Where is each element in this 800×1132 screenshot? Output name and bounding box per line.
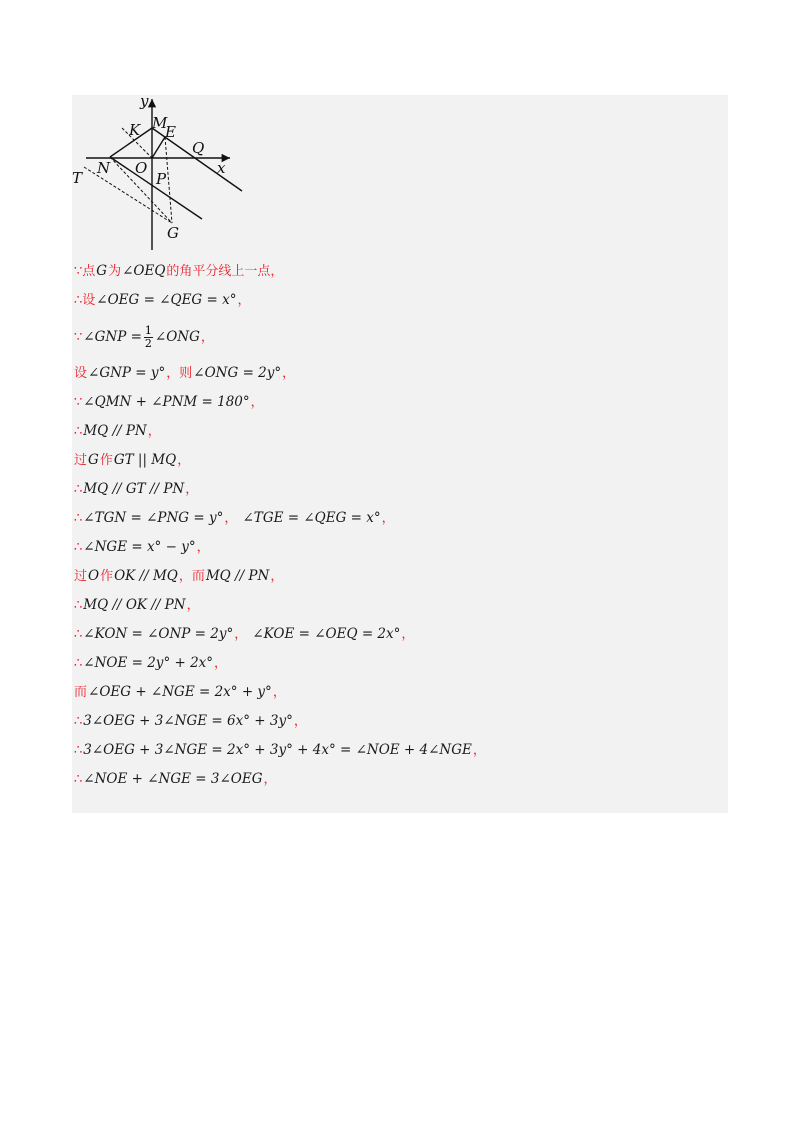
math-expression: ∠GNP = bbox=[83, 329, 142, 345]
chinese-text: ∴ bbox=[74, 714, 83, 729]
label-y: y bbox=[140, 95, 149, 110]
solution-line bbox=[74, 591, 724, 620]
math-expression: 3∠OEG + 3∠NGE = 6x° + 3y° bbox=[83, 713, 293, 729]
chinese-text: 过 bbox=[74, 453, 88, 468]
solution-line bbox=[74, 315, 724, 359]
math-expression: GT || MQ bbox=[113, 452, 177, 468]
math-expression: ∠OEG = ∠QEG = x° bbox=[96, 292, 237, 308]
solution-line bbox=[74, 446, 724, 475]
label-e: E bbox=[165, 123, 176, 141]
chinese-text: ， bbox=[472, 743, 486, 758]
chinese-text: ， bbox=[381, 511, 395, 526]
math-expression: ∠OEG + ∠NGE = 2x° + y° bbox=[88, 684, 272, 700]
chinese-text: ∵点 bbox=[74, 264, 96, 279]
math-expression: 3∠OEG + 3∠NGE = 2x° + 3y° + 4x° = ∠NOE + 4∠NGE bbox=[83, 742, 472, 758]
chinese-text: ∴ bbox=[74, 627, 83, 642]
chinese-text: ∴ bbox=[74, 511, 83, 526]
chinese-text: ∴设 bbox=[74, 293, 96, 308]
chinese-text: ， bbox=[214, 656, 228, 671]
chinese-text: ， bbox=[186, 598, 200, 613]
fraction bbox=[144, 325, 153, 350]
math-expression: ∠GNP = y° bbox=[88, 365, 166, 381]
math-expression: ∠KOE = ∠OEQ = 2x° bbox=[252, 626, 401, 642]
chinese-text: ∴ bbox=[74, 424, 83, 439]
math-expression: ∠NOE + ∠NGE = 3∠OEG bbox=[83, 771, 263, 787]
label-q: Q bbox=[192, 139, 205, 157]
chinese-text: ， bbox=[282, 366, 296, 381]
math-expression: OK // MQ bbox=[114, 568, 178, 584]
solution-line bbox=[74, 765, 724, 794]
chinese-text: ， bbox=[263, 772, 277, 787]
math-expression: ∠OEQ bbox=[122, 263, 166, 279]
chinese-text: 过 bbox=[74, 569, 88, 584]
solution-line bbox=[74, 388, 724, 417]
math-expression: ∠NGE = x° − y° bbox=[83, 539, 196, 555]
math-expression: ∠TGE = ∠QEG = x° bbox=[242, 510, 381, 526]
chinese-text: ， bbox=[293, 714, 307, 729]
solution-line bbox=[74, 286, 724, 315]
label-p: P bbox=[156, 170, 167, 188]
solution-steps bbox=[74, 257, 724, 794]
label-o: O bbox=[135, 159, 148, 177]
chinese-text: 为 bbox=[108, 264, 122, 279]
fraction-numerator: 1 bbox=[144, 324, 152, 337]
math-expression: ∠QMN + ∠PNM = 180° bbox=[83, 394, 250, 410]
chinese-text: ∴ bbox=[74, 482, 83, 497]
solution-line bbox=[74, 417, 724, 446]
solution-line bbox=[74, 649, 724, 678]
solution-line bbox=[74, 678, 724, 707]
math-expression: MQ // OK // PN bbox=[83, 597, 186, 613]
label-g: G bbox=[167, 224, 179, 242]
chinese-text: ∵ bbox=[74, 395, 83, 410]
chinese-text: ， bbox=[250, 395, 264, 410]
label-x: x bbox=[217, 159, 226, 177]
chinese-text: 作 bbox=[100, 569, 114, 584]
chinese-text: ， bbox=[196, 540, 210, 555]
solution-line bbox=[74, 504, 724, 533]
math-expression: ∠ONG bbox=[154, 329, 200, 345]
solution-line bbox=[74, 359, 724, 388]
geometry-figure bbox=[72, 95, 252, 255]
chinese-text: ， bbox=[270, 569, 284, 584]
math-expression: G bbox=[96, 263, 108, 279]
label-k: K bbox=[129, 121, 141, 139]
math-expression: MQ // GT // PN bbox=[83, 481, 185, 497]
chinese-text: ， bbox=[200, 330, 214, 345]
math-expression: ∠ONG = 2y° bbox=[193, 365, 282, 381]
chinese-text: 而 bbox=[74, 685, 88, 700]
math-expression: ∠TGN = ∠PNG = y° bbox=[83, 510, 224, 526]
math-expression: G bbox=[88, 452, 99, 468]
solution-line bbox=[74, 475, 724, 504]
chinese-text: ， bbox=[401, 627, 415, 642]
chinese-text: ， bbox=[272, 685, 286, 700]
chinese-text: ， bbox=[185, 482, 199, 497]
solution-line bbox=[74, 620, 724, 649]
math-expression: MQ // PN bbox=[205, 568, 270, 584]
chinese-text: ，而 bbox=[178, 569, 205, 584]
line-pn bbox=[110, 157, 202, 219]
math-expression: ∠KON = ∠ONP = 2y° bbox=[83, 626, 234, 642]
chinese-text: ∴ bbox=[74, 772, 83, 787]
label-n: N bbox=[97, 159, 111, 177]
chinese-text: ， bbox=[237, 293, 251, 308]
line-oe bbox=[152, 137, 165, 158]
chinese-text: 的角平分线上一点， bbox=[166, 264, 284, 279]
solution-line bbox=[74, 736, 724, 765]
chinese-text: ， bbox=[147, 424, 161, 439]
chinese-text: ∴ bbox=[74, 540, 83, 555]
chinese-text: 作 bbox=[99, 453, 113, 468]
chinese-text: ∴ bbox=[74, 598, 83, 613]
math-expression: O bbox=[88, 568, 100, 584]
solution-line bbox=[74, 562, 724, 591]
chinese-text: ， bbox=[177, 453, 191, 468]
solution-line bbox=[74, 707, 724, 736]
chinese-text: ，则 bbox=[166, 366, 193, 381]
chinese-text: ∴ bbox=[74, 656, 83, 671]
chinese-text: ， bbox=[234, 627, 252, 642]
label-m: M bbox=[152, 114, 168, 132]
fraction-denominator: 2 bbox=[144, 337, 152, 350]
solution-line bbox=[74, 533, 724, 562]
label-t: T bbox=[72, 169, 83, 187]
math-expression: MQ // PN bbox=[83, 423, 147, 439]
chinese-text: ∵ bbox=[74, 330, 83, 345]
chinese-text: ， bbox=[224, 511, 242, 526]
solution-panel bbox=[72, 95, 728, 813]
chinese-text: ∴ bbox=[74, 743, 83, 758]
math-expression: ∠NOE = 2y° + 2x° bbox=[83, 655, 214, 671]
chinese-text: 设 bbox=[74, 366, 88, 381]
solution-line bbox=[74, 257, 724, 286]
